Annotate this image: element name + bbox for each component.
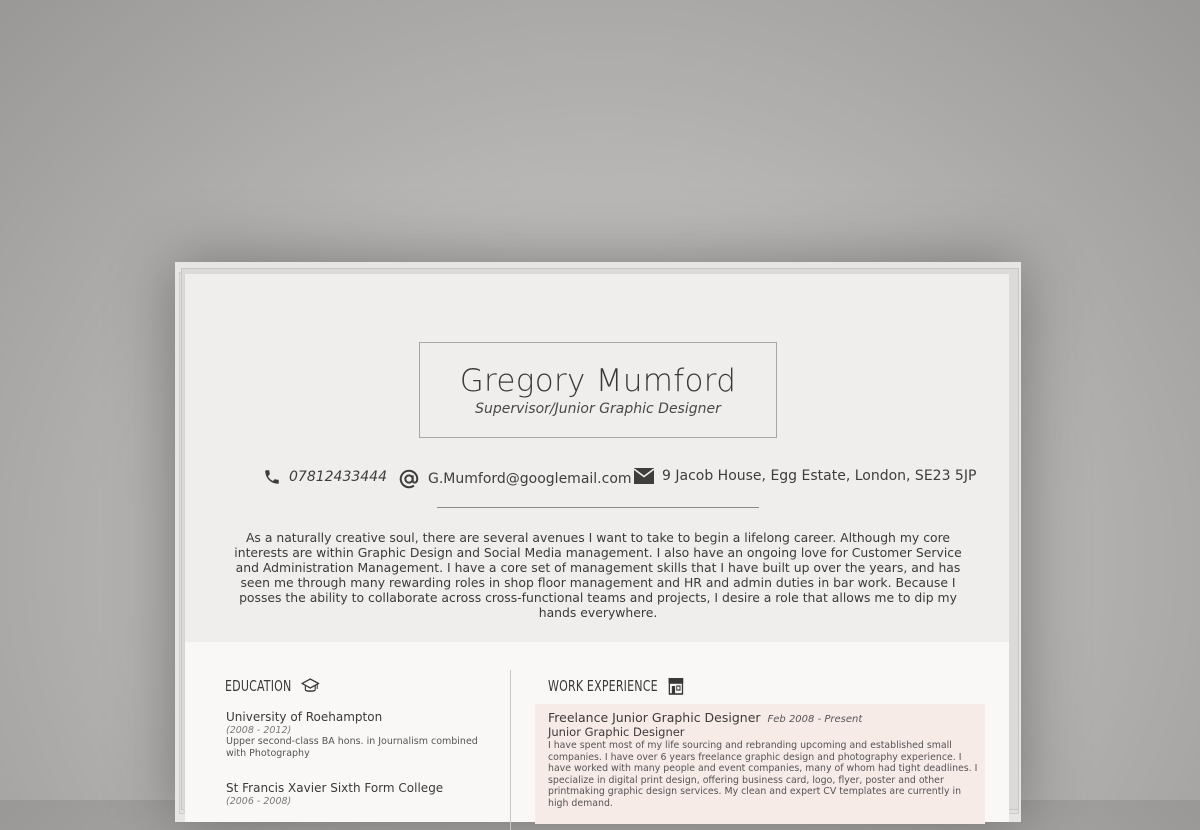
work-title: Freelance Junior Graphic Designer <box>548 710 761 725</box>
lower-section <box>185 642 1009 822</box>
column-divider <box>510 670 511 830</box>
phone-number: 07812433444 <box>289 469 387 485</box>
resume-job-title: Supervisor/Junior Graphic Designer <box>475 401 721 417</box>
work-title-line <box>548 710 978 725</box>
at-icon <box>398 468 420 490</box>
email-address: G.Mumford@googlemail.com <box>428 471 632 487</box>
education-school: University of Roehampton <box>226 710 383 724</box>
graduation-cap-icon <box>301 678 319 694</box>
education-item <box>226 781 486 807</box>
profile-summary: As a naturally creative soul, there are several avenues I want to take to begin a lifelong career. Although my core interests are within Graphic Design and Social Media management. I also have an ongoing love for Customer Service and Administration Management. I have a core set of management skills that I have built up over the years, and has seen me through many rewarding roles in shop floor management and HR and admin duties in bar work. Because I posses the ability to collaborate across cross-functional teams and projects, I desire a role that allows me to dip my hands everywhere. <box>234 530 962 620</box>
education-item <box>226 710 486 760</box>
resume-page <box>184 274 1009 814</box>
education-heading <box>225 677 319 695</box>
education-description: Upper second-class BA hons. in Journalism combined with Photography <box>226 736 478 759</box>
work-item <box>548 710 978 810</box>
education-dates: (2006 - 2008) <box>226 796 292 807</box>
contact-phone <box>263 468 387 486</box>
phone-icon <box>263 468 281 486</box>
work-experience-item-box <box>535 704 985 824</box>
education-school: St Francis Xavier Sixth Form College <box>226 781 444 795</box>
postal-address: 9 Jacob House, Egg Estate, London, SE23 5JP <box>662 468 977 484</box>
header-divider <box>437 507 759 508</box>
work-role: Junior Graphic Designer <box>548 725 685 739</box>
work-dates: Feb 2008 - Present <box>767 714 863 725</box>
name-box <box>419 342 777 438</box>
envelope-icon <box>634 468 654 484</box>
education-heading-label: EDUCATION <box>225 677 292 695</box>
contact-address <box>634 468 976 484</box>
resume-name: Gregory Mumford <box>459 363 737 399</box>
work-description: I have spent most of my life sourcing and rebranding upcoming and established small companies. I have over 6 years freelance graphic design and photography experience. I have worked with many people and event companies, many of whom had tight deadlines. I specialize in digital print design, offering business card, logo, flyer, poster and other printmaking graphic design services. My clean and expert CV templates are currently in high demand. <box>548 740 978 809</box>
work-heading-label: WORK EXPERIENCE <box>548 677 658 695</box>
education-dates: (2008 - 2012) <box>226 725 292 736</box>
work-experience-heading <box>548 677 684 695</box>
shop-icon <box>668 677 684 695</box>
contact-email <box>398 468 632 490</box>
